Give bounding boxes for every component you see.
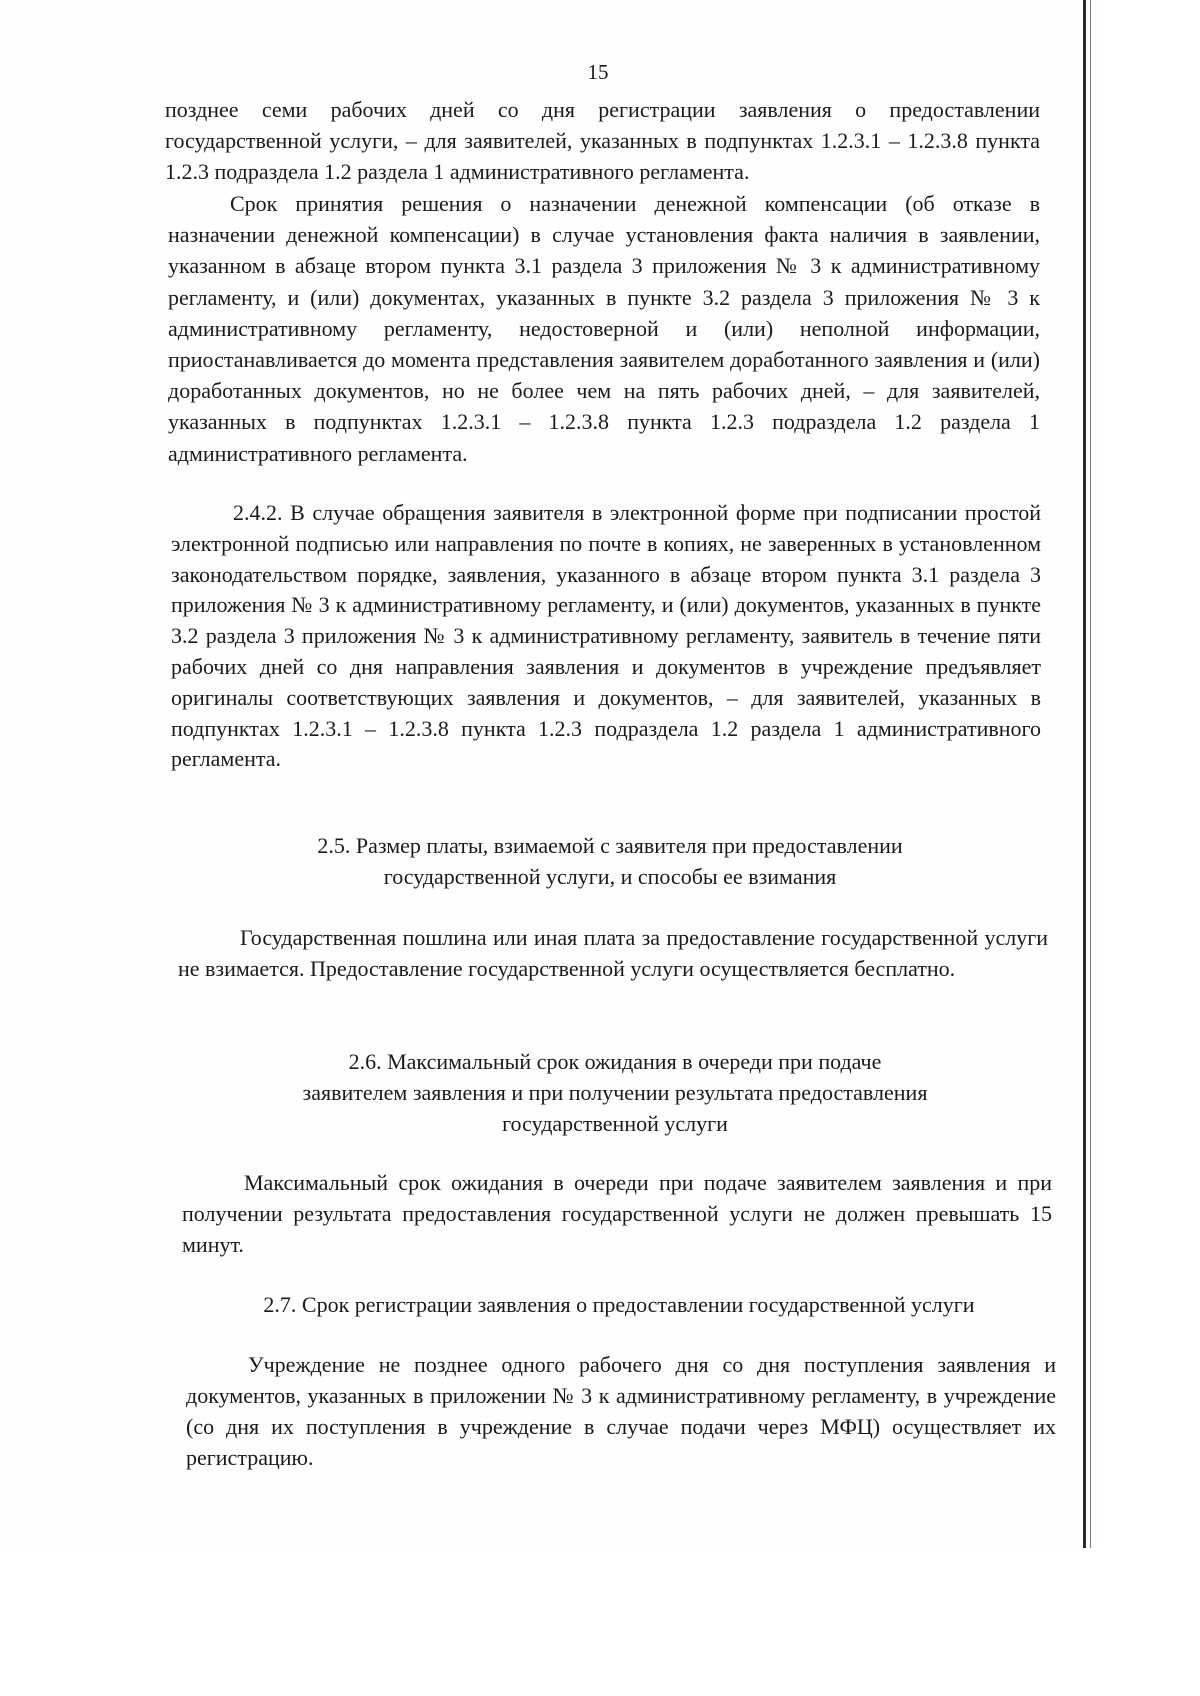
paragraph-fee: Государственная пошлина или иная плата за предоставление государственной услуги не взимается. Предоставление государственной услуги осуществляется бесплатно. bbox=[178, 925, 1048, 981]
paragraph-decision-term: Срок принятия решения о назначении денежной компенсации (об отказе в назначении денежной компенсации) в случае установления факта наличия в заявлении, указанном в абзаце втором пункта 3.1 раздела 3 приложения № 3 к административному регламенту, и (или) документах, указанных в пункте 3.2 раздела 3 приложения № 3 к административному регламенту, недостоверной и (или) неполной информации, приостанавливается до момента представления заявителем доработанного заявления и (или) доработанных документов, но не более чем на пять рабочих дней, – для заявителей, указанных в подпунктах 1.2.3.1 – 1.2.3.8 пункта 1.2.3 подраздела 1.2 раздела 1 административного регламента. bbox=[168, 191, 1040, 466]
page-edge-line bbox=[1083, 0, 1086, 1548]
heading-line: 2.6. Максимальный срок ожидания в очереди при подаче bbox=[348, 1049, 882, 1074]
paragraph-registration: Учреждение не позднее одного рабочего дня со дня поступления заявления и документов, указанных в приложении № 3 к административному регламенту, в учреждение (со дня их поступления в учреждение в случае подачи через МФЦ) осуществляет их регистрацию. bbox=[186, 1352, 1056, 1470]
heading-line: государственной услуги bbox=[502, 1111, 728, 1136]
heading-2-6 bbox=[180, 1046, 1050, 1139]
page-number: 15 bbox=[587, 60, 609, 84]
paragraph-2-4-2: 2.4.2. В случае обращения заявителя в электронной форме при подписании простой электронной подписью или направления по почте в копиях, не заверенных в установленном законодательством порядке, заявления, указанного в абзаце втором пункта 3.1 раздела 3 приложения № 3 к административному регламенту, и (или) документов, указанных в пункте 3.2 раздела 3 приложения № 3 к административному регламенту, заявитель в течение пяти рабочих дней со дня направления заявления и документов в учреждение предъявляет оригиналы соответствующих заявления и документов, – для заявителей, указанных в подпунктах 1.2.3.1 – 1.2.3.8 пункта 1.2.3 подраздела 1.2 раздела 1 административного регламента. bbox=[171, 500, 1041, 772]
paragraph-waiting-time: Максимальный срок ожидания в очереди при подаче заявителем заявления и при получении результата предоставления государственной услуги не должен превышать 15 минут. bbox=[182, 1170, 1052, 1257]
paragraph-continuation: позднее семи рабочих дней со дня регистрации заявления о предоставлении государственной услуги, – для заявителей, указанных в подпунктах 1.2.3.1 – 1.2.3.8 пункта 1.2.3 подраздела 1.2 раздела 1 административного регламента. bbox=[165, 97, 1040, 184]
heading-line: государственной услуги, и способы ее взимания bbox=[383, 864, 837, 889]
heading-line: заявителем заявления и при получении результата предоставления bbox=[302, 1080, 928, 1105]
heading-line: 2.7. Срок регистрации заявления о предоставлении государственной услуги bbox=[263, 1292, 975, 1317]
page-edge-line-secondary bbox=[1090, 0, 1091, 1548]
heading-2-7 bbox=[184, 1289, 1054, 1320]
heading-2-5 bbox=[175, 830, 1045, 892]
heading-line: 2.5. Размер платы, взимаемой с заявителя при предоставлении bbox=[317, 833, 903, 858]
